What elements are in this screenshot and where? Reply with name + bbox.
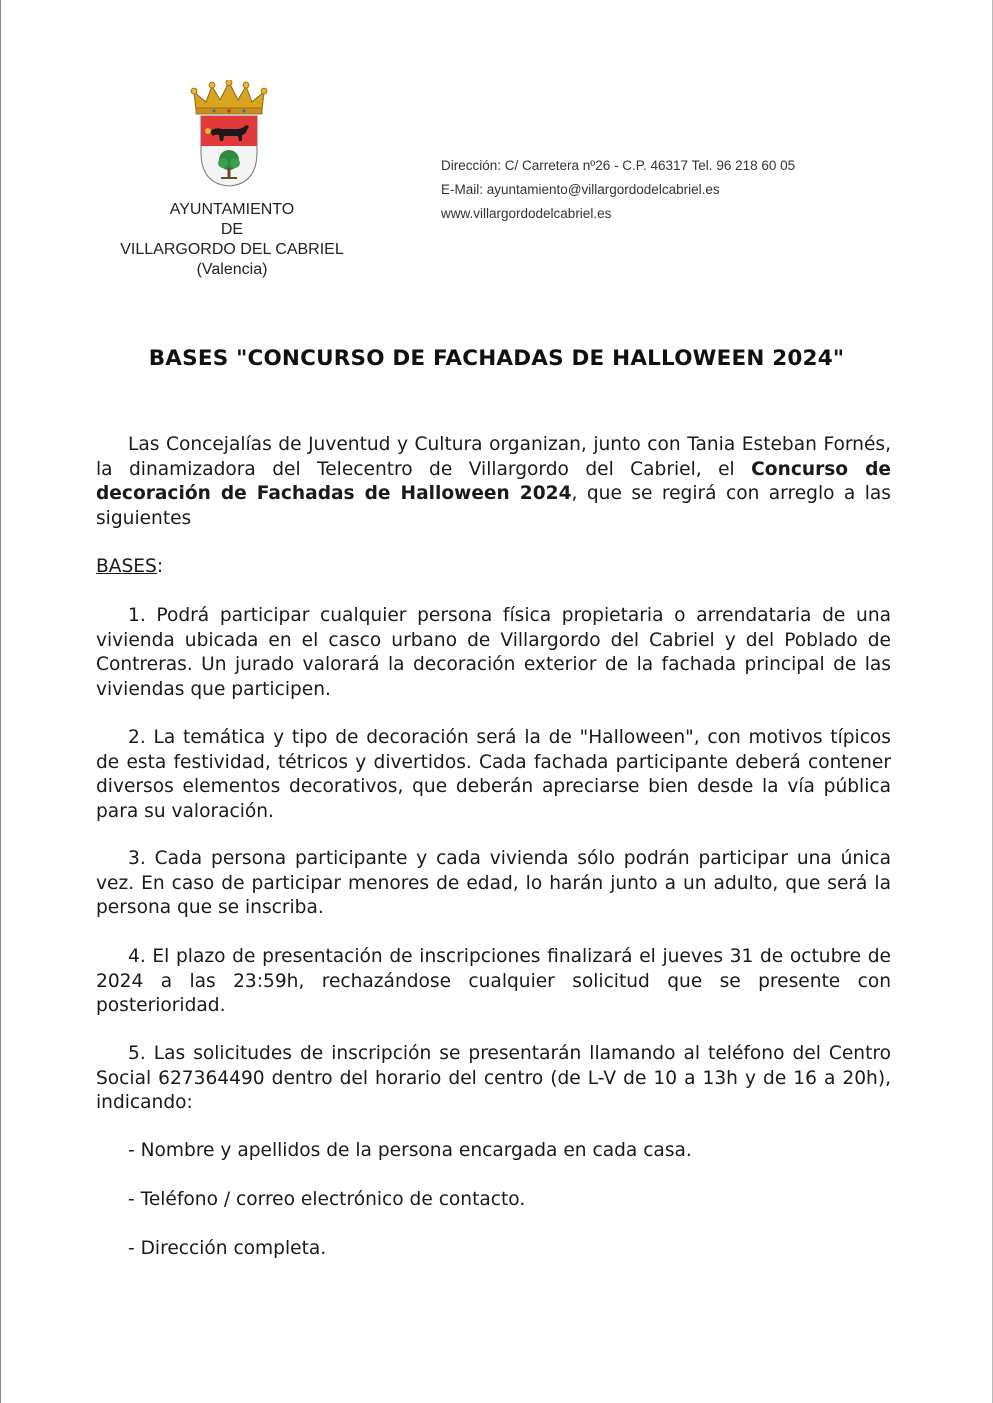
municipal-coat-of-arms: [186, 80, 272, 190]
rule-2: 2. La temática y tipo de decoración será la de "Halloween", con motivos típicos de esta festividad, tétricos y divertidos. Cada fachada participante deberá contener diversos elementos decorativos, que deberán apreciarse bien desde la vía pública para su valoración.: [96, 727, 891, 822]
rule-1: 1. Podrá participar cualquier persona física propietaria o arrendataria de una vivienda ubicada en el casco urbano de Villargordo del Cabriel y del Poblado de Contreras. Un jurado valorará la decoración exterior de la fachada principal de las viviendas que participen.: [96, 605, 891, 700]
page-edge-left: [0, 0, 1, 1403]
rule-5: 5. Las solicitudes de inscripción se presentarán llamando al teléfono del Centro Social 627364490 dentro del horario del centro (de L-V de 10 a 13h y de 16 a 20h), indicando:: [96, 1043, 891, 1113]
org-line-ayuntamiento: AYUNTAMIENTO: [169, 201, 295, 218]
intro-text-end: , que se regirá con arreglo a las siguientes: [96, 483, 891, 529]
org-line-province: (Valencia): [196, 261, 268, 278]
rule-3: 3. Cada persona participante y cada vivienda sólo podrán participar una única vez. En caso de participar menores de edad, lo harán junto a un adulto, que será la persona que se inscriba.: [96, 848, 891, 918]
email-link[interactable]: ayuntamiento@villargordodelcabriel.es: [486, 182, 720, 197]
required-item-address: - Dirección completa.: [128, 1238, 327, 1259]
org-line-de: DE: [220, 221, 244, 238]
email-label: E-Mail:: [441, 182, 487, 197]
email-line: [441, 178, 961, 202]
bases-heading-text: BASES: [96, 556, 157, 577]
rule-4: 4. El plazo de presentación de inscripciones finalizará el jueves 31 de octubre de 2024 a las 23:59h, rechazándose cualquier solicitud que se presente con posterioridad.: [96, 946, 891, 1016]
bases-heading: [96, 555, 891, 580]
website-link[interactable]: www.villargordodelcabriel.es: [441, 206, 612, 221]
intro-contest-name: Concurso de decoración de Fachadas de Halloween 2024: [96, 458, 891, 504]
required-item-name: - Nombre y apellidos de la persona encargada en cada casa.: [128, 1140, 692, 1161]
shield-icon: [201, 116, 257, 186]
bases-heading-colon: :: [156, 556, 164, 577]
intro-text-start: Las Concejalías de Juventud y Cultura organizan, junto con Tania Esteban Fornés, la dinamizadora del Telecentro de Villargordo del Cabriel, el: [96, 434, 891, 480]
contact-info: [441, 154, 961, 226]
required-item-contact: - Teléfono / correo electrónico de contacto.: [128, 1189, 526, 1210]
intro-paragraph: [96, 433, 891, 531]
document-title: BASES "CONCURSO DE FACHADAS DE HALLOWEEN 2024": [148, 346, 845, 371]
address-line: Dirección: C/ Carretera nº26 - C.P. 46317 Tel. 96 218 60 05: [441, 158, 796, 173]
crown-icon: [191, 80, 267, 114]
org-line-town: VILLARGORDO DEL CABRIEL: [120, 241, 344, 258]
organization-name: [100, 200, 364, 280]
